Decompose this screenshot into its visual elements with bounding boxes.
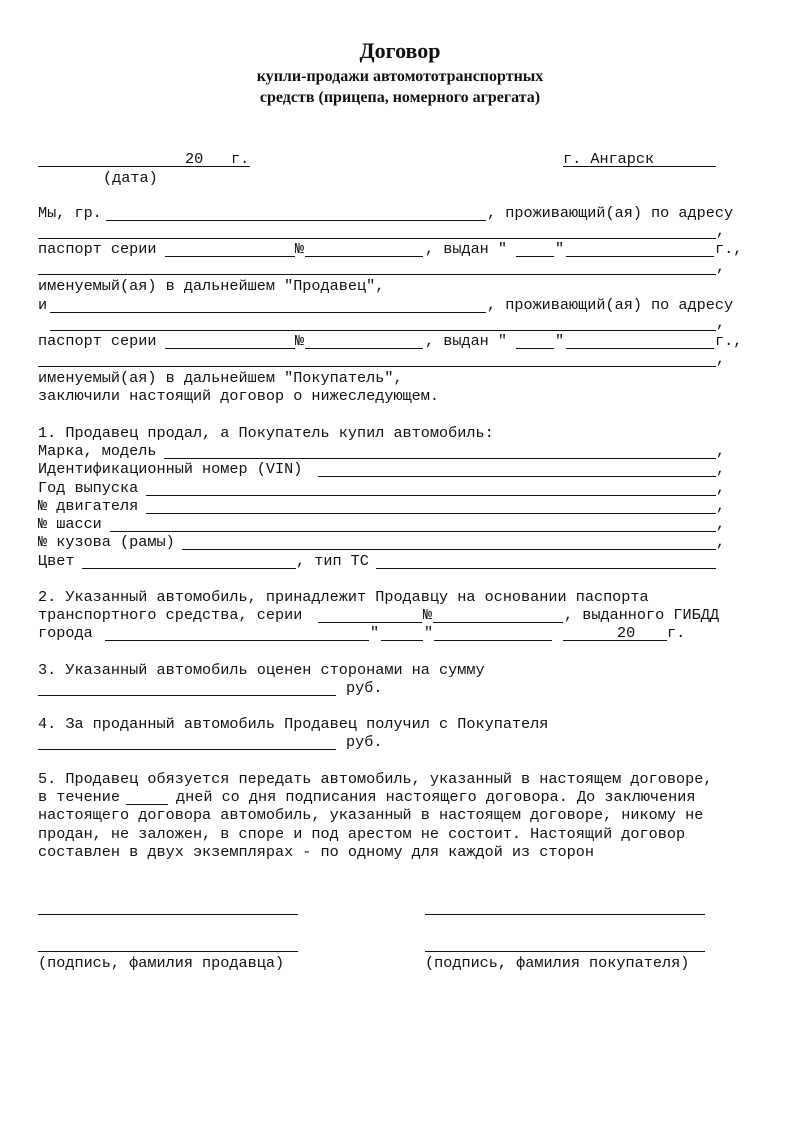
- seller-issued-quote: ": [555, 240, 565, 258]
- seller-name-signature-field[interactable]: [38, 951, 298, 952]
- clause-5-line-3: настоящего договора автомобиль, указанный в настоящем договоре, никому не: [38, 806, 704, 824]
- vin-comma: ,: [716, 460, 726, 478]
- clause-2-line-2-suffix: , выданного ГИБДД: [564, 606, 719, 624]
- year-label: Год выпуска: [38, 479, 139, 497]
- buyer-signature-field[interactable]: [425, 914, 705, 915]
- seller-residing-label: , проживающий(ая) по адресу: [487, 204, 734, 222]
- seller-intro: Мы, гр.: [38, 204, 102, 222]
- seller-passport-series-field[interactable]: [165, 256, 295, 257]
- body-comma: ,: [716, 533, 726, 551]
- pts-year-field[interactable]: [563, 640, 667, 641]
- clause-2-city-label: города: [38, 624, 93, 642]
- buyer-name-field[interactable]: [50, 312, 486, 313]
- date-field-underline[interactable]: [38, 166, 250, 167]
- chassis-field[interactable]: [110, 531, 716, 532]
- date-year-prefix: 20: [185, 150, 204, 168]
- clause-5-line-2-prefix: в течение: [38, 788, 121, 806]
- seller-signature-caption: (подпись, фамилия продавца): [38, 954, 285, 972]
- body-label: № кузова (рамы): [38, 533, 175, 551]
- vehicle-type-label: , тип ТС: [296, 552, 369, 570]
- clause-5-line-5: составлен в двух экземплярах - по одному для каждой из сторон: [38, 843, 594, 861]
- pts-number-field[interactable]: [433, 622, 563, 623]
- body-field[interactable]: [182, 549, 716, 550]
- received-amount-field[interactable]: [38, 749, 336, 750]
- seller-address-comma: ,: [716, 222, 726, 240]
- pts-year-suffix: г.: [667, 624, 686, 642]
- color-label: Цвет: [38, 552, 75, 570]
- pts-series-field[interactable]: [318, 622, 422, 623]
- buyer-name-signature-field[interactable]: [425, 951, 705, 952]
- buyer-address-field[interactable]: [50, 330, 716, 331]
- buyer-passport-label: паспорт серии: [38, 332, 157, 350]
- make-model-field[interactable]: [164, 458, 716, 459]
- days-field[interactable]: [126, 804, 168, 805]
- buyer-issued-quote: ": [555, 332, 565, 350]
- seller-passport-label: паспорт серии: [38, 240, 157, 258]
- clause-5-line-1: 5. Продавец обязуется передать автомобиль, указанный в настоящем договоре,: [38, 770, 713, 788]
- price-currency: руб.: [346, 679, 383, 697]
- seller-passport-number-sign: №: [295, 240, 305, 258]
- city-text: г. Ангарск: [563, 150, 655, 168]
- buyer-issued-by-comma: ,: [716, 350, 726, 368]
- buyer-passport-number-field[interactable]: [305, 348, 423, 349]
- clause-5-line-4: продан, не заложен, в споре и под арестом не состоит. Настоящий договор: [38, 825, 686, 843]
- buyer-issued-by-field[interactable]: [38, 366, 716, 367]
- buyer-passport-series-field[interactable]: [165, 348, 295, 349]
- make-model-comma: ,: [716, 442, 726, 460]
- pts-city-field[interactable]: [105, 640, 369, 641]
- price-field[interactable]: [38, 695, 336, 696]
- buyer-named-text: именуемый(ая) в дальнейшем "Покупатель",: [38, 369, 403, 387]
- clause-5-line-2-suffix: дней со дня подписания настоящего договора. До заключения: [176, 788, 696, 806]
- concluded-text: заключили настоящий договор о нижеследующем.: [38, 387, 440, 405]
- vin-field[interactable]: [318, 476, 716, 477]
- received-currency: руб.: [346, 733, 383, 751]
- seller-name-field[interactable]: [106, 220, 486, 221]
- seller-issued-by-field[interactable]: [38, 274, 716, 275]
- pts-close-quote: ": [424, 624, 434, 642]
- year-field[interactable]: [146, 495, 716, 496]
- buyer-intro: и: [38, 296, 48, 314]
- buyer-issued-day-field[interactable]: [516, 348, 554, 349]
- seller-signature-field[interactable]: [38, 914, 298, 915]
- seller-address-field[interactable]: [38, 238, 716, 239]
- date-caption: (дата): [103, 169, 158, 187]
- chassis-comma: ,: [716, 515, 726, 533]
- buyer-issued-label: , выдан ": [425, 332, 508, 350]
- buyer-residing-label: , проживающий(ая) по адресу: [487, 296, 734, 314]
- clause-4-text: 4. За проданный автомобиль Продавец получил с Покупателя: [38, 715, 549, 733]
- seller-issued-label: , выдан ": [425, 240, 508, 258]
- seller-issued-by-comma: ,: [716, 258, 726, 276]
- clause-2-line-2-prefix: транспортного средства, серии: [38, 606, 303, 624]
- seller-named-text: именуемый(ая) в дальнейшем "Продавец",: [38, 277, 385, 295]
- color-field[interactable]: [82, 568, 296, 569]
- vin-label: Идентификационный номер (VIN): [38, 460, 303, 478]
- date-year-suffix: г.: [231, 150, 250, 168]
- pts-month-field[interactable]: [434, 640, 552, 641]
- document-title: Договор: [359, 38, 441, 63]
- pts-open-quote: ": [370, 624, 380, 642]
- pts-year-prefix: 20: [617, 624, 636, 642]
- clause-3-text: 3. Указанный автомобиль оценен сторонами на сумму: [38, 661, 485, 679]
- buyer-issued-month-field[interactable]: [566, 348, 714, 349]
- pts-day-field[interactable]: [381, 640, 423, 641]
- chassis-label: № шасси: [38, 515, 102, 533]
- pts-number-sign: №: [423, 606, 433, 624]
- buyer-issued-year-suffix: г.,: [715, 332, 743, 350]
- buyer-signature-caption: (подпись, фамилия покупателя): [425, 954, 690, 972]
- clause-2-line-1: 2. Указанный автомобиль, принадлежит Продавцу на основании паспорта: [38, 588, 649, 606]
- buyer-passport-number-sign: №: [295, 332, 305, 350]
- vehicle-type-field[interactable]: [376, 568, 716, 569]
- document-subtitle-2: средств (прицепа, номерного агрегата): [259, 89, 541, 106]
- engine-field[interactable]: [146, 513, 716, 514]
- buyer-address-comma: ,: [716, 314, 726, 332]
- seller-passport-number-field[interactable]: [305, 256, 423, 257]
- document-subtitle-1: купли-продажи автомототранспортных: [256, 68, 544, 85]
- seller-issued-day-field[interactable]: [516, 256, 554, 257]
- year-comma: ,: [716, 479, 726, 497]
- make-model-label: Марка, модель: [38, 442, 157, 460]
- engine-comma: ,: [716, 497, 726, 515]
- clause-1-text: 1. Продавец продал, а Покупатель купил автомобиль:: [38, 424, 494, 442]
- seller-issued-year-suffix: г.,: [715, 240, 743, 258]
- city-underline: [563, 166, 716, 167]
- seller-issued-month-field[interactable]: [566, 256, 714, 257]
- engine-label: № двигателя: [38, 497, 139, 515]
